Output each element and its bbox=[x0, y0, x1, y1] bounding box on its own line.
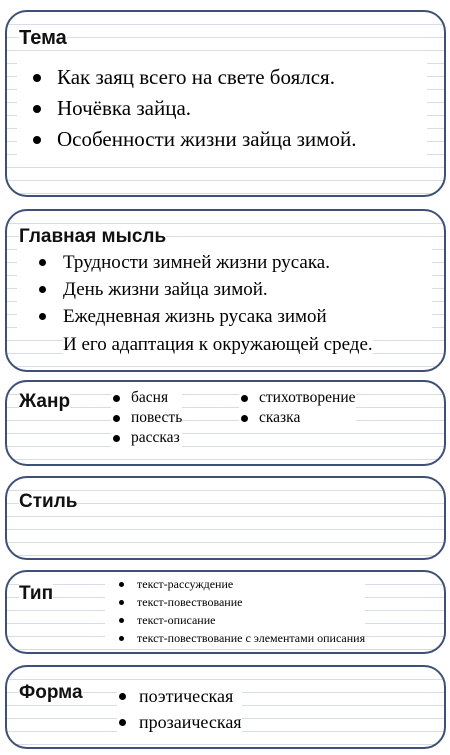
genre-card bbox=[5, 380, 446, 466]
bullet-icon bbox=[119, 636, 124, 641]
list-item-text: поэтическая bbox=[139, 686, 234, 706]
list-item bbox=[239, 408, 356, 428]
list-item bbox=[117, 683, 242, 709]
list-item-text: текст-рассуждение bbox=[137, 577, 234, 591]
bullet-icon bbox=[39, 313, 46, 320]
main-idea-heading: Главная мысль bbox=[19, 226, 167, 247]
form-heading: Форма bbox=[19, 682, 83, 703]
list-item-text: басня bbox=[131, 389, 169, 406]
list-item bbox=[105, 629, 365, 647]
topic-heading: Тема bbox=[19, 27, 67, 49]
genre-list-column-2 bbox=[239, 388, 356, 428]
list-item bbox=[111, 408, 182, 428]
main-idea-list bbox=[17, 249, 432, 330]
bullet-icon bbox=[113, 415, 120, 422]
bullet-icon bbox=[119, 618, 124, 623]
list-item-text: Как заяц всего на свете боялся. bbox=[57, 65, 335, 89]
bullet-icon bbox=[119, 719, 126, 726]
bullet-icon bbox=[119, 600, 124, 605]
bullet-icon bbox=[39, 259, 46, 266]
list-item bbox=[105, 593, 365, 611]
bullet-icon bbox=[119, 693, 126, 700]
list-item-text: текст-повествование bbox=[137, 595, 243, 609]
type-card bbox=[5, 570, 446, 654]
genre-list-column-1 bbox=[111, 388, 182, 448]
style-card bbox=[5, 476, 446, 560]
bullet-icon bbox=[119, 582, 124, 587]
bullet-icon bbox=[241, 395, 248, 402]
list-item bbox=[17, 62, 427, 93]
genre-heading: Жанр bbox=[19, 391, 71, 412]
list-item bbox=[17, 303, 432, 330]
list-item bbox=[17, 276, 432, 303]
bullet-icon bbox=[33, 105, 41, 113]
list-item bbox=[105, 611, 365, 629]
type-heading: Тип bbox=[19, 583, 54, 604]
bullet-icon bbox=[39, 286, 46, 293]
form-list bbox=[117, 683, 242, 735]
topic-card bbox=[5, 10, 446, 197]
list-item bbox=[117, 709, 242, 735]
form-card bbox=[5, 665, 446, 749]
list-item bbox=[105, 575, 365, 593]
list-item-text: повесть bbox=[131, 409, 183, 426]
bullet-icon bbox=[241, 415, 248, 422]
list-item bbox=[17, 124, 427, 155]
style-heading: Стиль bbox=[19, 491, 78, 512]
list-item-text: стихотворение bbox=[259, 389, 356, 406]
list-item bbox=[239, 388, 356, 408]
bullet-icon bbox=[33, 136, 41, 144]
bullet-icon bbox=[33, 74, 41, 82]
list-item-text: сказка bbox=[259, 409, 301, 426]
list-item-continuation: И его адаптация к окружающей среде. bbox=[63, 331, 373, 358]
list-item-text: Трудности зимней жизни русака. bbox=[63, 252, 330, 273]
list-item bbox=[17, 249, 432, 276]
list-item-text: рассказ bbox=[131, 429, 180, 446]
bullet-icon bbox=[113, 435, 120, 442]
type-list bbox=[105, 575, 365, 647]
list-item bbox=[111, 388, 182, 408]
list-item bbox=[111, 428, 182, 448]
list-item-text: Особенности жизни зайца зимой. bbox=[57, 127, 357, 151]
topic-list bbox=[17, 62, 427, 155]
list-item bbox=[17, 93, 427, 124]
list-item-text: прозаическая bbox=[139, 712, 242, 732]
list-item-text: День жизни зайца зимой. bbox=[63, 279, 268, 300]
main-idea-card bbox=[5, 209, 446, 372]
list-item-text: текст-описание bbox=[137, 613, 216, 627]
bullet-icon bbox=[113, 395, 120, 402]
list-item-text: Ночёвка зайца. bbox=[57, 96, 192, 120]
list-item-text: текст-повествование с элементами описания bbox=[137, 631, 366, 645]
list-item-text: Ежедневная жизнь русака зимой bbox=[63, 306, 327, 327]
